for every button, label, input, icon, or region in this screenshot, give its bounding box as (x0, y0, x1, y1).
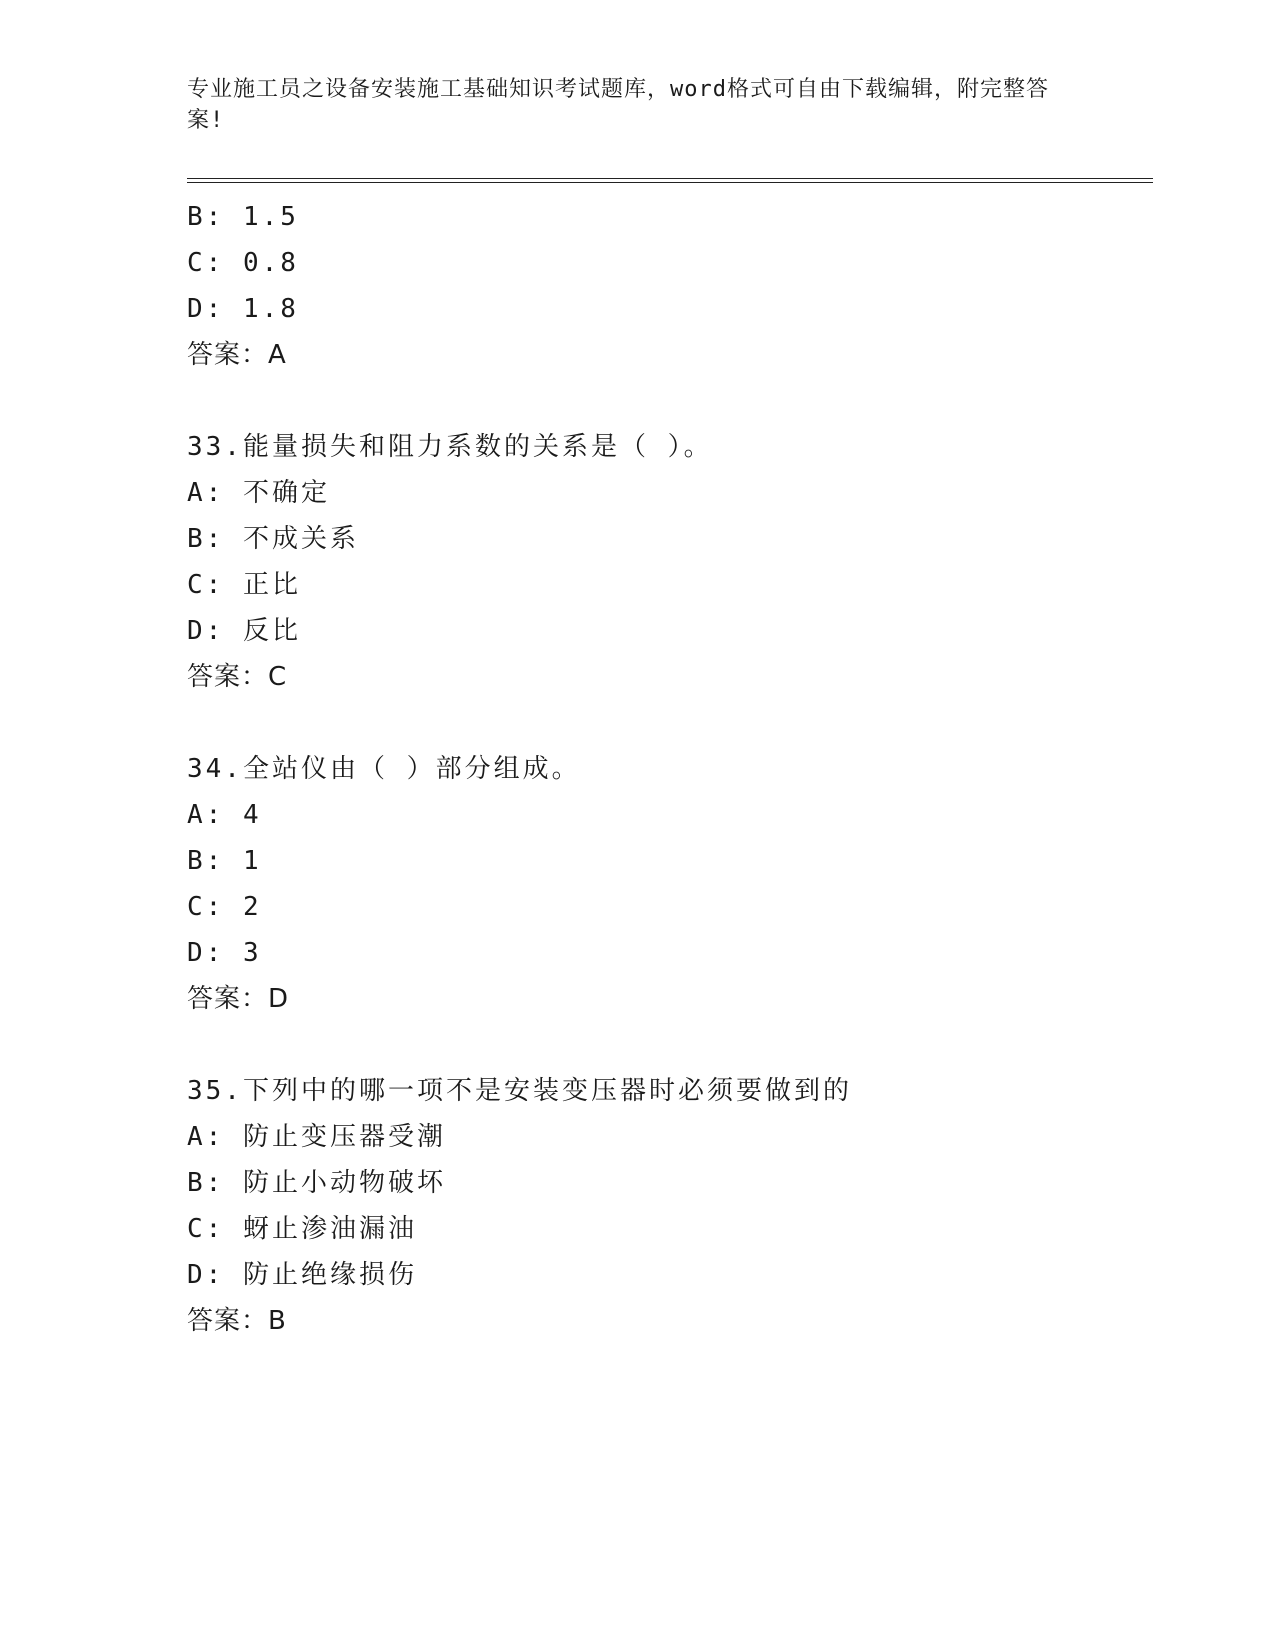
option-a: A: 4 (187, 800, 262, 830)
option-d: D: 反比 (187, 616, 301, 646)
option-b: B: 1.5 (187, 202, 299, 232)
spacer (187, 700, 1153, 746)
question-stem: 33.能量损失和阻力系数的关系是（ ）。 (187, 432, 713, 462)
answer-line: 答案：B (187, 1306, 287, 1336)
option-c: C: 2 (187, 892, 262, 922)
answer-line: 答案：D (187, 984, 290, 1014)
question-block-35 (187, 1068, 1153, 1344)
option-a: A: 不确定 (187, 478, 330, 508)
option-b: B: 1 (187, 846, 262, 876)
question-block-34 (187, 746, 1153, 1022)
option-b: B: 防止小动物破坏 (187, 1168, 446, 1198)
question-block-33 (187, 424, 1153, 700)
option-c: C: 蚜止渗油漏油 (187, 1214, 417, 1244)
option-d: D: 1.8 (187, 294, 299, 324)
option-d: D: 防止绝缘损伤 (187, 1260, 417, 1290)
answer-line: 答案：C (187, 662, 288, 692)
option-d: D: 3 (187, 938, 262, 968)
spacer (187, 378, 1153, 424)
header-rule-bottom (187, 182, 1153, 183)
document-header: 专业施工员之设备安装施工基础知识考试题库，word格式可自由下载编辑，附完整答案! (187, 77, 1049, 133)
option-c: C: 0.8 (187, 248, 299, 278)
option-b: B: 不成关系 (187, 524, 359, 554)
answer-line: 答案：A (187, 340, 287, 370)
document-body (187, 194, 1153, 1344)
question-stem: 35.下列中的哪一项不是安装变压器时必须要做到的 (187, 1076, 852, 1106)
question-stem: 34.全站仪由（ ）部分组成。 (187, 754, 581, 784)
option-a: A: 防止变压器受潮 (187, 1122, 446, 1152)
question-block-partial (187, 194, 1153, 378)
option-c: C: 正比 (187, 570, 301, 600)
spacer (187, 1022, 1153, 1068)
header-rule-top (187, 178, 1153, 179)
